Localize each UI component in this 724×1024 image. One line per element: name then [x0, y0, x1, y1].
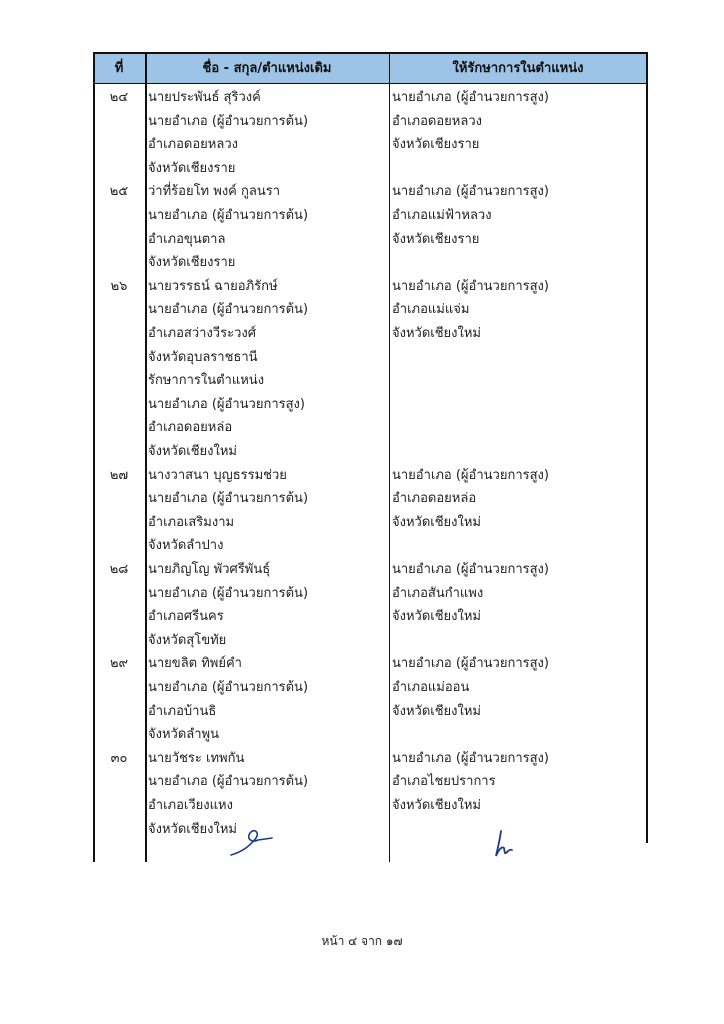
person-name: นายภิญโญ พัวศรีพันธุ์: [148, 562, 271, 577]
acting-position-cell: [392, 464, 549, 535]
acting-position-cell: [392, 558, 549, 629]
acting-position-line: นายอำเภอ (ผู้อำนวยการสูง): [392, 278, 549, 294]
row-number: ๒๗: [109, 467, 129, 483]
previous-position-line: อำเภอเวียงแหง: [148, 797, 233, 813]
signature-right-icon: [492, 829, 516, 859]
previous-position-line: อำเภอดอยหลวง: [148, 137, 238, 153]
previous-position-line: จังหวัดเชียงราย: [148, 255, 236, 271]
name-position-cell: [148, 652, 308, 746]
previous-position-line: จังหวัดลำพูน: [148, 727, 219, 743]
previous-position-line: จังหวัดเชียงใหม่: [148, 821, 237, 837]
acting-position-line: อำเภอแม่ฟ้าหลวง: [392, 207, 492, 223]
row-number: ๒๕: [109, 184, 129, 200]
previous-position-line: จังหวัดสุโขทัย: [148, 632, 227, 648]
page-number: หน้า ๔ จาก ๑๗: [321, 934, 403, 948]
header-number: ที่: [114, 61, 124, 76]
acting-position-cell: [392, 747, 549, 818]
row-number: ๒๘: [109, 562, 129, 577]
person-name: นายวัชระ เทพกัน: [148, 750, 245, 766]
previous-position-line: จังหวัดเชียงราย: [148, 160, 236, 176]
previous-position-line: จังหวัดอุบลราชธานี: [148, 349, 258, 365]
acting-position-line: จังหวัดเชียงใหม่: [392, 514, 481, 530]
acting-position-cell: [392, 275, 549, 346]
row-number: ๒๙: [109, 656, 129, 672]
previous-position-line: อำเภอศรีนคร: [148, 609, 224, 625]
acting-position-line: อำเภอแม่ออน: [392, 679, 470, 695]
header-acting-position: ให้รักษาการในตำแหน่ง: [452, 61, 584, 76]
acting-position-line: นายอำเภอ (ผู้อำนวยการสูง): [392, 184, 549, 200]
row-number: ๒๔: [109, 90, 129, 105]
acting-position-line: อำเภอแม่แจ่ม: [392, 302, 470, 318]
name-position-cell: [148, 180, 308, 274]
acting-position-line: จังหวัดเชียงราย: [392, 137, 480, 153]
previous-position-line: นายอำเภอ (ผู้อำนวยการต้น): [148, 491, 309, 507]
person-name: นางวาสนา บุญธรรมช่วย: [148, 467, 287, 483]
previous-position-line: รักษาการในตำแหน่ง: [148, 373, 265, 389]
person-name: นายวรรธน์ ฉายอภิรักษ์: [148, 278, 278, 294]
previous-position-line: นายอำเภอ (ผู้อำนวยการต้น): [148, 302, 309, 318]
previous-position-line: นายอำเภอ (ผู้อำนวยการต้น): [148, 774, 309, 790]
acting-position-line: อำเภอดอยหล่อ: [392, 491, 477, 507]
previous-position-line: อำเภอดอยหล่อ: [148, 420, 233, 436]
previous-position-line: นายอำเภอ (ผู้อำนวยการต้น): [148, 113, 309, 129]
acting-position-line: นายอำเภอ (ผู้อำนวยการสูง): [392, 467, 549, 483]
previous-position-line: จังหวัดลำปาง: [148, 538, 224, 554]
person-name: นายขลิต ทิพย์คำ: [148, 656, 242, 672]
acting-position-line: นายอำเภอ (ผู้อำนวยการสูง): [392, 656, 549, 672]
person-name: ว่าที่ร้อยโท พงค์ กูลนรา: [148, 184, 281, 200]
table-header: [93, 52, 648, 84]
name-position-cell: [148, 464, 308, 558]
previous-position-line: จังหวัดเชียงใหม่: [148, 443, 237, 459]
acting-position-line: อำเภอสันกำแพง: [392, 585, 484, 601]
name-position-cell: [148, 275, 308, 464]
acting-position-cell: [392, 86, 549, 157]
previous-position-line: อำเภอขุนตาล: [148, 231, 226, 247]
previous-position-line: นายอำเภอ (ผู้อำนวยการต้น): [148, 679, 309, 695]
previous-position-line: นายอำเภอ (ผู้อำนวยการต้น): [148, 585, 309, 601]
table-divider-2: [389, 52, 390, 862]
previous-position-line: นายอำเภอ (ผู้อำนวยการสูง): [148, 396, 305, 412]
acting-position-line: อำเภอไชยปราการ: [392, 774, 496, 790]
table-border-left: [93, 52, 95, 862]
acting-position-line: จังหวัดเชียงใหม่: [392, 703, 481, 719]
previous-position-line: อำเภอบ้านธิ: [148, 703, 217, 719]
name-position-cell: [148, 86, 308, 180]
previous-position-line: อำเภอสว่างวีระวงศ์: [148, 325, 256, 341]
acting-position-line: อำเภอดอยหลวง: [392, 113, 482, 129]
acting-position-line: จังหวัดเชียงใหม่: [392, 609, 481, 625]
acting-position-line: จังหวัดเชียงใหม่: [392, 325, 481, 341]
previous-position-line: นายอำเภอ (ผู้อำนวยการต้น): [148, 207, 309, 223]
row-number: ๒๖: [110, 278, 128, 294]
signature-left-icon: [228, 826, 278, 858]
person-name: นายประพันธ์ สุริวงค์: [148, 90, 261, 105]
acting-position-line: จังหวัดเชียงใหม่: [392, 797, 481, 813]
header-name-position: ชื่อ - สกุล/ตำแหน่งเดิม: [202, 61, 332, 76]
acting-position-line: จังหวัดเชียงราย: [392, 231, 480, 247]
row-number: ๓๐: [110, 750, 128, 766]
acting-position-line: นายอำเภอ (ผู้อำนวยการสูง): [392, 90, 549, 105]
acting-position-line: นายอำเภอ (ผู้อำนวยการสูง): [392, 562, 549, 577]
table-border-right: [646, 52, 648, 843]
acting-position-cell: [392, 652, 549, 723]
previous-position-line: อำเภอเสริมงาม: [148, 514, 235, 530]
table-divider-1: [145, 52, 147, 862]
acting-position-cell: [392, 180, 549, 251]
acting-position-line: นายอำเภอ (ผู้อำนวยการสูง): [392, 750, 549, 766]
name-position-cell: [148, 558, 308, 652]
